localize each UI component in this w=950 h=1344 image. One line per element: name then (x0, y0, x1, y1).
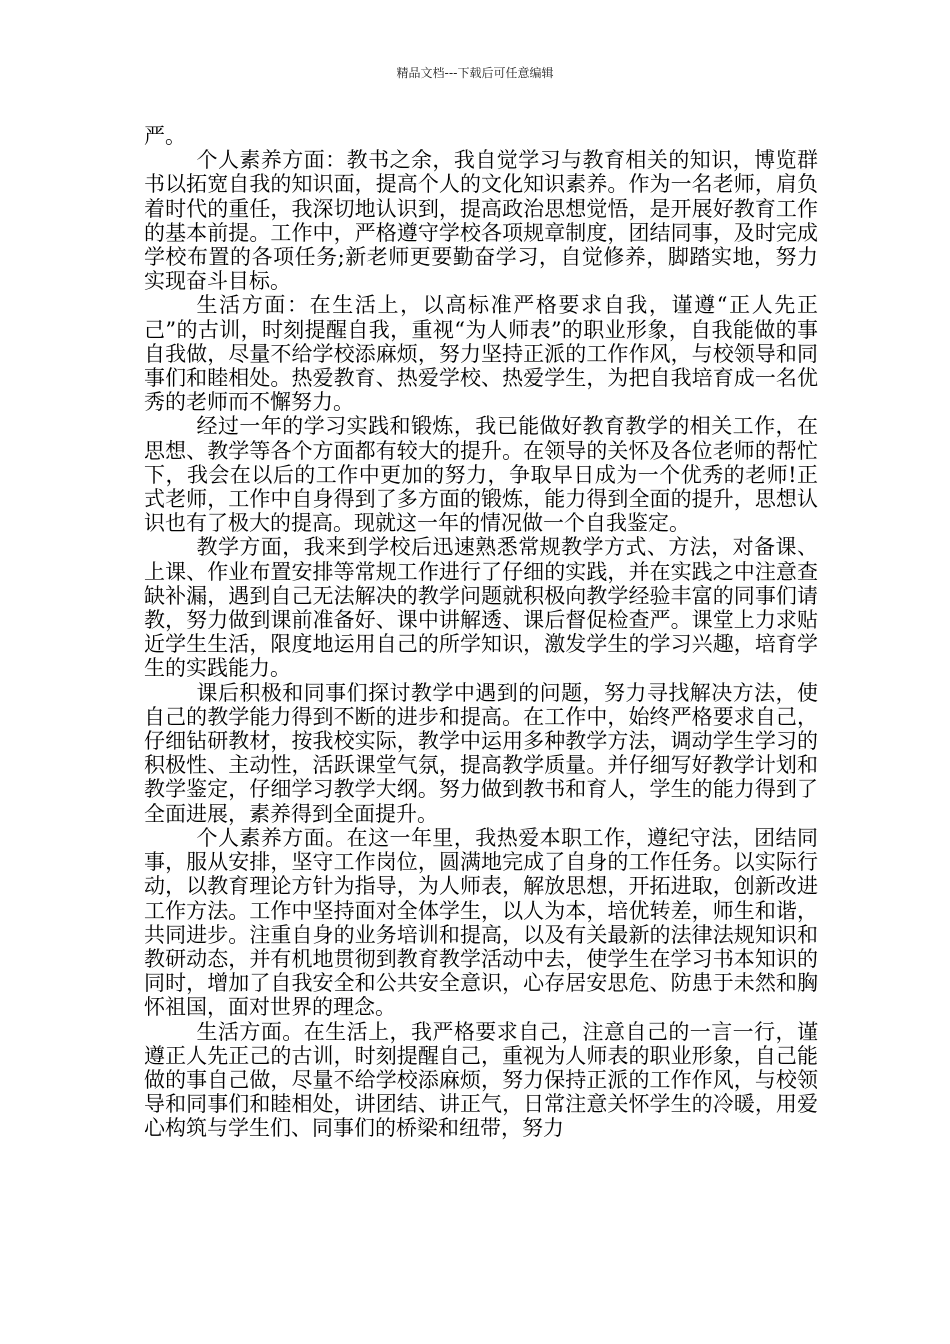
paragraph-8: 生活方面。在生活上，我严格要求自己，注意自己的一言一行，谨遵正人先正己的古训，时刻提醒自己，重视为人师表的职业形象，自己能做的事自己做，尽量不给学校添麻烦，努力保持正派的工作作风，与校领导和同事们和睦相处，讲团结、讲正气，日常注意关怀学生的冷暖，用爱心构筑与学生们、同事们的桥梁和纽带，努力 (144, 1019, 818, 1141)
paragraph-6: 课后积极和同事们探讨教学中遇到的问题，努力寻找解决方法，使自己的教学能力得到不断的进步和提高。在工作中，始终严格要求自己，仔细钻研教材，按我校实际，教学中运用多种教学方法，调动学生学习的积极性、主动性，活跃课堂气氛，提高教学质量。并仔细写好教学计划和教学鉴定，仔细学习教学大纲。努力做到教书和育人，学生的能力得到了全面进展，素养得到全面提升。 (144, 680, 818, 826)
paragraph-4: 经过一年的学习实践和锻炼，我已能做好教育教学的相关工作，在思想、教学等各个方面都有较大的提升。在领导的关怀及各位老师的帮忙下，我会在以后的工作中更加的努力，争取早日成为一个优秀的老师!正式老师，工作中自身得到了多方面的锻炼，能力得到全面的提升，思想认识也有了极大的提高。现就这一年的情况做一个自我鉴定。 (144, 414, 818, 536)
page-header: 精品文档---下载后可任意编辑 (396, 66, 554, 80)
paragraph-5: 教学方面，我来到学校后迅速熟悉常规教学方式、方法，对备课、上课、作业布置安排等常规工作进行了仔细的实践，并在实践之中注意查缺补漏，遇到自己无法解决的教学问题就积极向教学经验丰富的同事们请教，努力做到课前准备好、课中讲解透、课后督促检查严。课堂上力求贴近学生生活，限度地运用自己的所学知识，激发学生的学习兴趣，培育学生的实践能力。 (144, 535, 818, 681)
paragraph-7: 个人素养方面。在这一年里，我热爱本职工作，遵纪守法，团结同事，服从安排，坚守工作岗位，圆满地完成了自身的工作任务。以实际行动，以教育理论方针为指导，为人师表，解放思想，开拓进取，创新改进工作方法。工作中坚持面对全体学生，以人为本，培优转差，师生和谐，共同进步。注重自身的业务培训和提高，以及有关最新的法律法规知识和教研动态，并有机地贯彻到教育教学活动中去，使学生在学习书本知识的同时，增加了自我安全和公共安全意识，心存居安思危、防患于未然和胸怀祖国，面对世界的理念。 (144, 825, 818, 1020)
document-body (144, 124, 818, 1141)
paragraph-1: 严。 (144, 124, 186, 148)
paragraph-2: 个人素养方面：教书之余，我自觉学习与教育相关的知识，博览群书以拓宽自我的知识面，提高个人的文化知识素养。作为一名老师，肩负着时代的重任，我深切地认识到，提高政治思想觉悟，是开展好教育工作的基本前提。工作中，严格遵守学校各项规章制度，团结同事，及时完成学校布置的各项任务;新老师更要勤奋学习，自觉修养，脚踏实地，努力实现奋斗目标。 (144, 148, 818, 294)
paragraph-3: 生活方面：在生活上，以高标准严格要求自我，谨遵“正人先正己”的古训，时刻提醒自我，重视“为人师表”的职业形象，自我能做的事自我做，尽量不给学校添麻烦，努力坚持正派的工作作风，与校领导和同事们和睦相处。热爱教育、热爱学校、热爱学生，为把自我培育成一名优秀的老师而不懈努力。 (144, 293, 818, 415)
